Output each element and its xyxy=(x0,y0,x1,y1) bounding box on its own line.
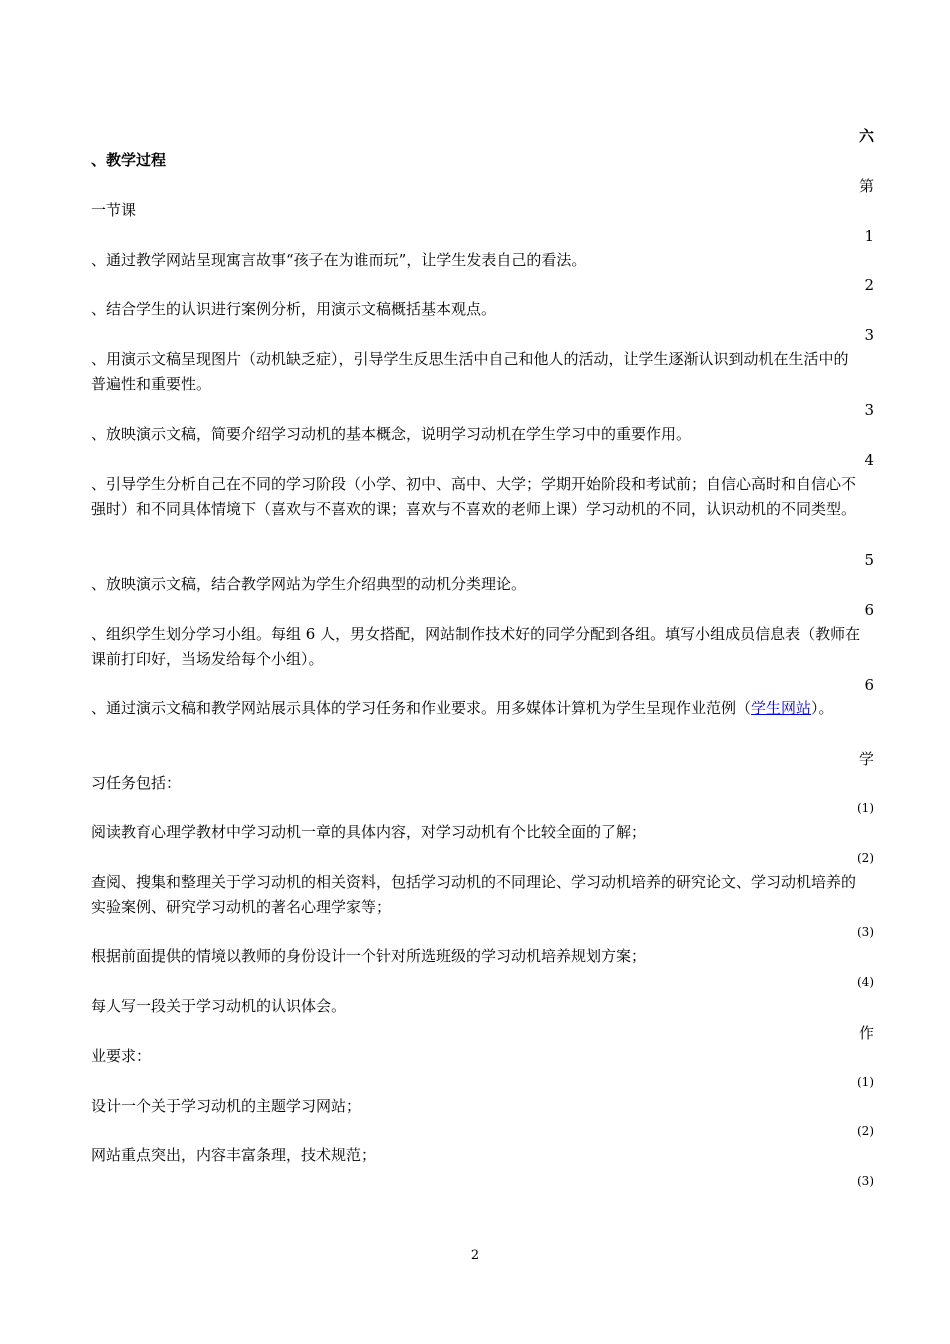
paragraph: 阅读教育心理学教材中学习动机一章的具体内容，对学习动机有个比较全面的了解； xyxy=(91,823,647,841)
margin-marker: 2 xyxy=(864,276,874,294)
margin-marker: 六 xyxy=(858,127,874,145)
paragraph: 一节课 xyxy=(91,201,137,219)
margin-marker: 学 xyxy=(858,750,874,768)
margin-marker: (1) xyxy=(857,1075,874,1089)
margin-marker: 3 xyxy=(864,326,874,344)
margin-marker: 6 xyxy=(864,601,874,619)
paragraph: 、引导学生分析自己在不同的学习阶段（小学、初中、高中、大学；学期开始阶段和考试前；自信心高时和自信心不强时）和不同具体情境下（喜欢与不喜欢的课；喜欢与不喜欢的老师上课）学习动机的不同，认识动机的不同类型。 xyxy=(91,475,857,518)
margin-marker: (3) xyxy=(857,925,874,939)
paragraph: 、放映演示文稿，简要介绍学习动机的基本概念，说明学习动机在学生学习中的重要作用。 xyxy=(91,425,692,443)
paragraph: 业要求： xyxy=(91,1047,152,1065)
margin-marker: 1 xyxy=(864,227,874,245)
paragraph: 网站重点突出，内容丰富条理，技术规范； xyxy=(91,1146,377,1164)
paragraph: 根据前面提供的情境以教师的身份设计一个针对所选班级的学习动机培养规划方案； xyxy=(91,947,647,965)
paragraph: 、通过教学网站呈现寓言故事“孩子在为谁而玩”，让学生发表自己的看法。 xyxy=(91,251,587,269)
paragraph: 、组织学生划分学习小组。每组 6 人，男女搭配，网站制作技术好的同学分配到各组。填写小组成员信息表（教师在课前打印好，当场发给每个小组）。 xyxy=(91,625,861,668)
margin-marker: 5 xyxy=(864,551,874,569)
margin-marker: (2) xyxy=(857,851,874,865)
margin-marker: 第 xyxy=(858,177,874,195)
margin-marker: 6 xyxy=(864,676,874,694)
margin-marker: (2) xyxy=(857,1124,874,1138)
page-number: 2 xyxy=(470,1248,480,1263)
paragraph: 、放映演示文稿，结合教学网站为学生介绍典型的动机分类理论。 xyxy=(91,575,527,593)
margin-marker: 作 xyxy=(858,1024,874,1042)
paragraph: 、结合学生的认识进行案例分析，用演示文稿概括基本观点。 xyxy=(91,300,497,318)
student-website-link[interactable]: 学生网站 xyxy=(751,699,812,717)
margin-marker: 3 xyxy=(864,401,874,419)
section-heading: 、教学过程 xyxy=(91,151,167,169)
margin-marker: (4) xyxy=(857,975,874,989)
margin-marker: (1) xyxy=(857,801,874,815)
paragraph: 、用演示文稿呈现图片（动机缺乏症），引导学生反思生活中自己和他人的活动，让学生逐渐认识到动机在生活中的普遍性和重要性。 xyxy=(91,350,849,393)
paragraph: 查阅、搜集和整理关于学习动机的相关资料，包括学习动机的不同理论、学习动机培养的研究论文、学习动机培养的实验案例、研究学习动机的著名心理学家等； xyxy=(91,873,857,916)
paragraph-text: 、通过演示文稿和教学网站展示具体的学习任务和作业要求。用多媒体计算机为学生呈现作业范例（ xyxy=(91,699,752,717)
paragraph-text: ）。 xyxy=(811,699,834,717)
margin-marker: (3) xyxy=(857,1174,874,1188)
paragraph: 每人写一段关于学习动机的认识体会。 xyxy=(91,997,347,1015)
paragraph xyxy=(91,696,863,721)
paragraph: 设计一个关于学习动机的主题学习网站； xyxy=(91,1097,362,1115)
paragraph: 习任务包括： xyxy=(91,774,182,792)
margin-marker: 4 xyxy=(864,451,874,469)
